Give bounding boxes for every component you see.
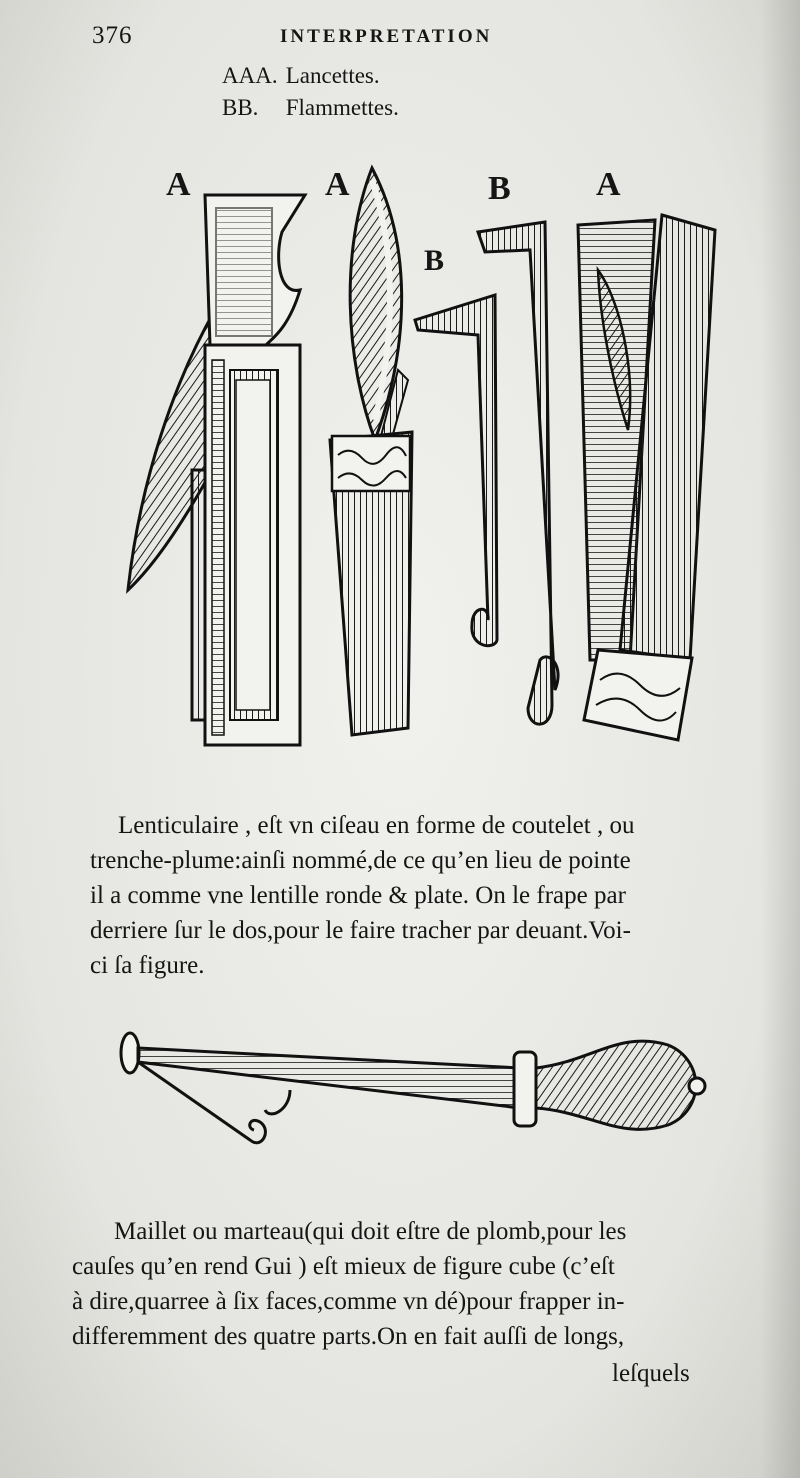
lancet-a2 (330, 168, 412, 735)
paragraph-lenticulaire (90, 808, 635, 983)
text-line: trenche-plume:ainſi nommé,de ce qu’en lieu de pointe (90, 847, 631, 874)
text-line: ci ſa figure. (90, 952, 205, 979)
page-number: 376 (92, 22, 133, 49)
text-line: il a comme vne lentille ronde & plate. On le frape par (90, 882, 626, 909)
figure-label-a: A (325, 166, 350, 203)
running-head: INTERPRETATION (280, 26, 493, 47)
text-line: à dire,quarree à ſix faces,comme vn dé)pour frapper in- (72, 1288, 625, 1315)
legend-text: Lancettes. (285, 63, 380, 88)
paragraph-maillet (72, 1214, 627, 1354)
figure-label-a: A (166, 166, 191, 203)
lancet-a3 (578, 215, 715, 740)
figure-label-a: A (596, 166, 621, 203)
text-line: Maillet ou marteau(qui doit eſtre de plomb,pour les (114, 1218, 627, 1245)
legend-text: Flammettes. (285, 95, 399, 120)
figure-label-b: B (424, 244, 445, 277)
flammette-b1 (415, 295, 497, 646)
figure-label-b: B (488, 170, 511, 207)
text-line: derriere ſur le dos,pour le faire tracher par deuant.Voi- (90, 917, 631, 944)
legend-key: AAA. (222, 63, 278, 88)
text-line: Lenticulaire , eſt vn ciſeau en forme de coutelet , ou (118, 812, 635, 839)
text-line: differemment des quatre parts.On en fait auſſi de longs, (72, 1323, 625, 1350)
text-line: cauſes qu’en rend Gui ) eſt mieux de figure cube (c’eſt (72, 1253, 615, 1280)
catchword: leſquels (612, 1360, 690, 1387)
lenticulaire-illustration (121, 1033, 705, 1143)
legend-key: BB. (222, 95, 259, 120)
lancet-a1 (128, 195, 305, 745)
